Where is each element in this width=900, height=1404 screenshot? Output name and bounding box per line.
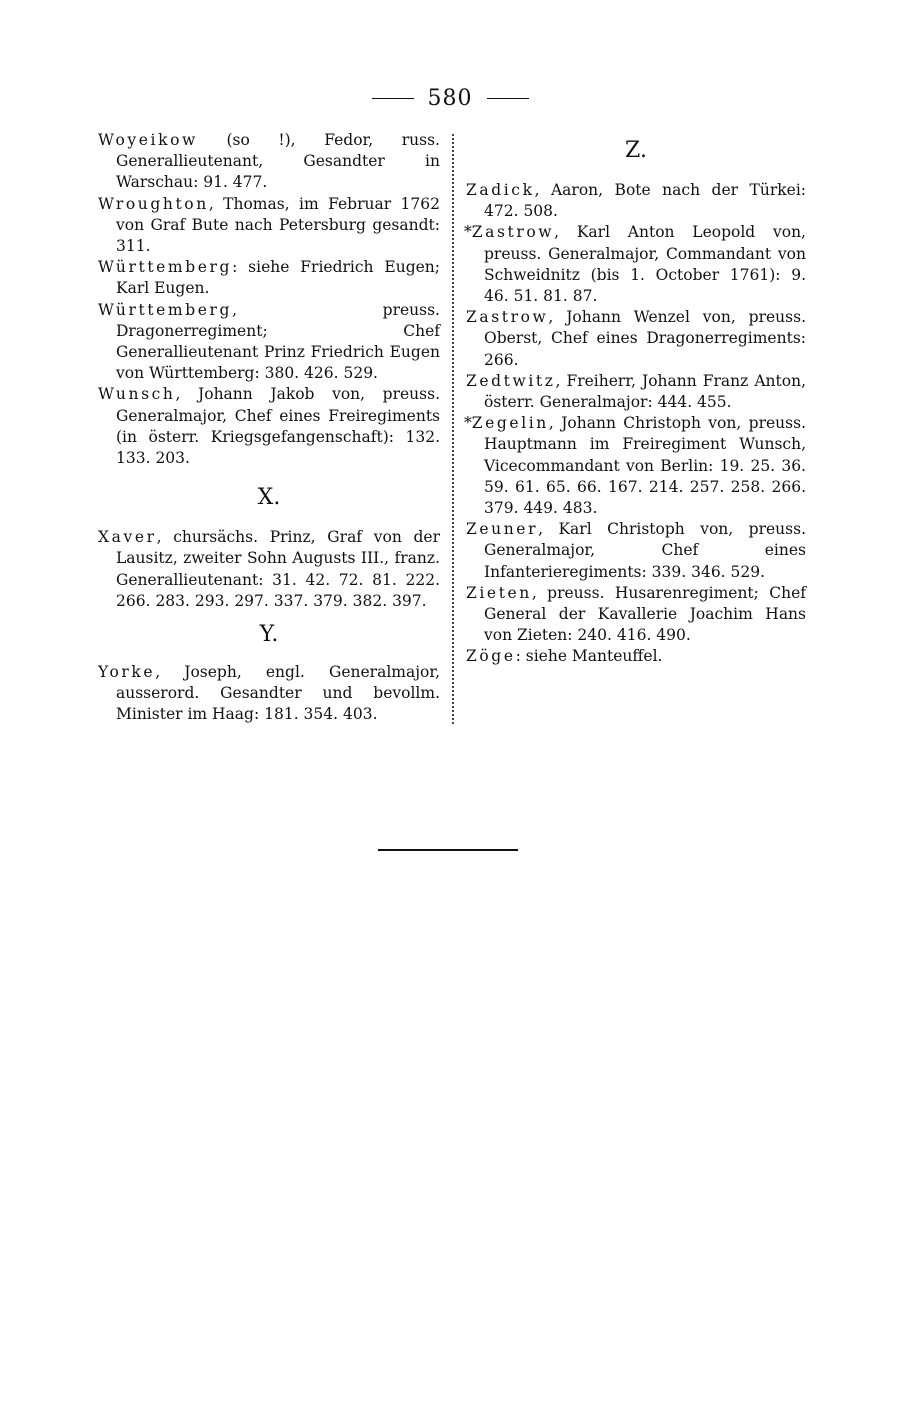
entry-text: : siehe Friedrich Eugen; Karl Eugen. [116,258,440,298]
entry-headword: Zedtwitz [466,371,556,390]
entry-headword: Zeuner [466,520,539,539]
entry-text: , Karl Anton Leopold von, preuss. Generalmajor, Commandant von Schweidnitz (bis 1. October 1761): 9. 46. 51. 81. 87. [484,223,806,306]
index-entry [98,257,440,299]
entry-headword: Wunsch [98,385,176,404]
page-number: 580 [427,86,473,111]
index-entry [98,194,440,258]
index-entry [466,413,806,519]
entry-text: , Johann Jakob von, preuss. Generalmajor, Chef eines Freiregiments (in österr. Kriegsgefangenschaft): 132. 133. 203. [116,385,440,468]
entry-headword: Woyeikow [98,131,198,149]
entry-text: , Freiherr, Johann Franz Anton, österr. Generalmajor: 444. 455. [484,371,806,412]
column-divider [452,134,454,724]
index-entry [98,300,440,385]
entry-text: , chursächs. Prinz, Graf von der Lausitz, zweiter Sohn Augusts III., franz. Generallieutenant: 31. 42. 72. 81. 222. 266. 283. 293. 297. 337. 379. 382. 397. [116,528,440,610]
entry-star: * [464,223,472,242]
index-entry [98,662,440,726]
index-entry [98,527,440,612]
right-column [466,130,806,668]
entry-headword: Zadick [466,181,535,199]
index-entry [98,130,440,194]
entry-headword: Württemberg [98,258,233,277]
page-header [0,86,900,111]
left-column [98,130,440,726]
entry-text: , Thomas, im Februar 1762 von Graf Bute nach Petersburg gesandt: 311. [116,194,440,256]
section-letter-x: X. [257,485,281,511]
entry-headword: Zastrow [471,223,555,242]
entry-headword: Württemberg [98,300,233,319]
entry-text: , preuss. Husarenregiment; Chef General der Kavallerie Joachim Hans von Zieten: 240. 416. 490. [484,583,806,645]
index-entry [466,307,806,371]
entry-text: (so !), Fedor, russ. Generallieutenant, Gesandter in Warschau: 91. 477. [116,131,440,192]
entry-headword: Zieten [466,583,532,602]
index-entry [466,583,806,647]
header-dash-left [372,98,414,99]
index-entry [466,371,806,413]
entry-star: * [464,414,472,433]
entry-text: , Aaron, Bote nach der Türkei: 472. 508. [484,181,806,221]
entry-text: , Johann Wenzel von, preuss. Oberst, Chef eines Dragonerregiments: 266. [484,308,806,369]
entry-headword: Zöge [466,647,516,666]
entry-headword: Zastrow [466,308,549,327]
index-entry [466,519,806,583]
section-letter-z: Z. [625,138,647,163]
entry-text: , preuss. Dragonerregiment; Chef Generallieutenant Prinz Friedrich Eugen von Württemberg: 380. 426. 529. [116,300,440,383]
entry-text: , Karl Christoph von, preuss. Generalmajor, Chef eines Infanterieregiments: 339. 346. 529. [484,520,806,581]
entry-headword: Wroughton [98,194,209,213]
index-entry [98,384,440,469]
entry-headword: Xaver [98,528,157,547]
entry-headword: Yorke [98,663,156,682]
header-dash-right [487,98,529,99]
section-letter-y: Y. [259,622,279,648]
end-rule [378,849,518,851]
entry-text: : siehe Manteuffel. [515,647,663,666]
index-entry [466,222,806,307]
entry-headword: Zegelin [471,414,549,433]
entry-text: , Joseph, engl. Generalmajor, ausserord. Gesandter und bevollm. Minister im Haag: 181. 354. 403. [116,663,440,724]
index-entry [466,646,806,667]
entry-text: , Johann Christoph von, preuss. Hauptmann im Freiregiment Wunsch, Vicecommandant von Berlin: 19. 25. 36. 59. 61. 65. 66. 167. 214. 257. 258. 266. 379. 449. 483. [484,414,806,518]
index-entry [466,180,806,222]
